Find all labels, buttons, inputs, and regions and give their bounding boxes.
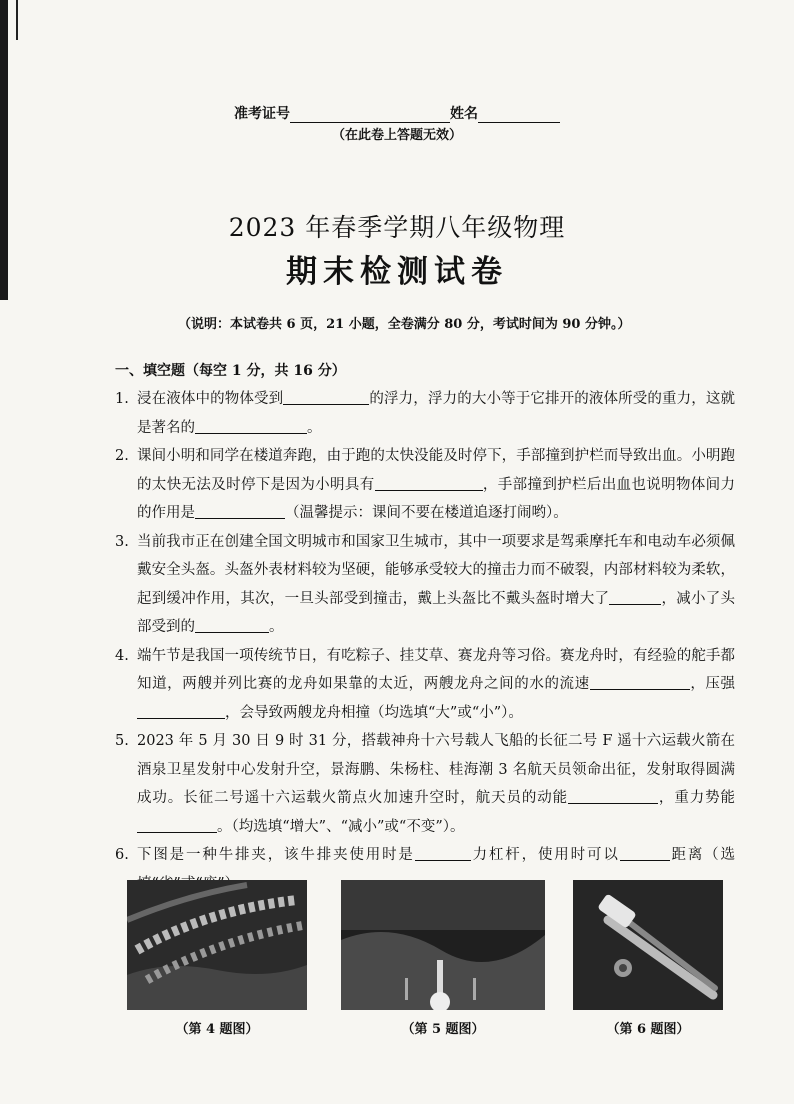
exam-title-line2: 期末检测试卷 [286,254,508,290]
figure-caption-4: （第 4 题图） [175,1022,259,1037]
question-text: ，压强 [689,676,736,692]
ticket-blank[interactable] [290,108,450,123]
question-text: 。 [269,619,284,635]
question-text: ，会导致两艘龙舟相撞（均选填“大”或“小”）。 [225,704,523,721]
answer-blank[interactable] [195,502,285,519]
question-text: 2023 年 5 月 30 日 9 时 31 分，搭载神舟十六号载人飞船的长征二号 F 遥十六运载火箭在酒泉卫星发射中心发射升空，景海鹏、朱杨柱、桂海潮 3 名航天员领命出征，发射取得圆满成功。长征二号遥十六运载火箭点火加速升空时，航天员的动能 [137,733,735,806]
answer-blank[interactable] [620,844,670,861]
answer-blank[interactable] [283,388,369,405]
name-label: 姓名 [450,106,478,122]
question-number: 5. [115,733,129,749]
answer-blank[interactable] [137,816,217,833]
answer-blank[interactable] [195,616,269,633]
figure-caption-6: （第 6 题图） [606,1022,690,1037]
question-text: 下图是一种牛排夹，该牛排夹使用时是 [137,847,415,863]
ticket-label: 准考证号 [234,106,290,122]
question-text: ，手部撞到护栏后出血也说明物体间力的作用是 [137,476,736,521]
question-4 [115,642,735,728]
scan-corner-mark [0,0,18,40]
question-text: 课间小明和同学在楼道奔跑，由于跑的太快没能及时停下，手部撞到护栏而导致出血。小明跑的太快无法及时停下是因为小明具有 [137,448,735,493]
answer-blank[interactable] [195,417,307,434]
question-text: （温馨提示：课间不要在楼道追逐打闹哟）。 [285,505,568,521]
question-text: 距离（选 [669,847,736,863]
question-2 [115,442,735,528]
figure-caption-5: （第 5 题图） [401,1022,485,1037]
question-text: ，减小了头部受到的 [137,590,736,635]
name-blank[interactable] [478,108,560,123]
figures-row [0,880,794,1010]
exam-description: （说明：本试卷共 6 页，21 小题，全卷满分 80 分，考试时间为 90 分钟。） [178,317,631,332]
question-text: 端午节是我国一项传统节日，有吃粽子、挂艾草、赛龙舟等习俗。赛龙舟时，有经验的舵手都知道，两艘并列比赛的龙舟如果靠的太近，两艘龙舟之间的水的流速 [137,647,735,692]
question-1 [115,385,735,442]
answer-blank[interactable] [609,588,661,605]
question-text: 。（均选填“增大”、“减小”或“不变”）。 [217,818,465,835]
answer-blank[interactable] [590,673,690,690]
question-text: 的浮力，浮力的大小等于它排开的液体所受的重力，这就是著名的 [137,391,736,436]
question-text: 浸在液体中的物体受到 [137,391,284,407]
question-number: 6. [115,847,129,863]
question-5 [115,727,735,841]
rocket-launch-photo-icon [341,880,545,1010]
answer-blank[interactable] [568,787,658,804]
question-number: 2. [115,448,129,464]
header-note: （在此卷上答题无效） [331,128,462,143]
question-number: 1. [115,391,129,407]
exam-title-line1: 2023 年春季学期八年级物理 [228,213,566,242]
question-list [115,385,735,898]
question-number: 3. [115,533,129,550]
question-3 [115,528,735,642]
question-text: ，重力势能 [658,790,736,806]
question-number: 4. [115,647,129,664]
question-text: 。 [307,419,322,436]
dragon-boats-photo-icon [127,880,307,1010]
question-text: 当前我市正在创建全国文明城市和国家卫生城市，其中一项要求是驾乘摩托车和电动车必须佩戴安全头盔。头盔外表材料较为坚硬，能够承受较大的撞击力而不破裂，内部材料较为柔软，起到缓冲作用，其次，一旦头部受到撞击，戴上头盔比不戴头盔时增大了 [137,533,735,607]
answer-blank[interactable] [375,474,483,491]
answer-blank[interactable] [137,702,225,719]
answer-blank[interactable] [415,844,471,861]
candidate-header [0,103,794,123]
section-heading: 一、填空题（每空 1 分，共 16 分） [115,363,346,379]
question-text: 力杠杆，使用时可以 [470,847,620,863]
steak-tongs-photo-icon [573,880,723,1010]
